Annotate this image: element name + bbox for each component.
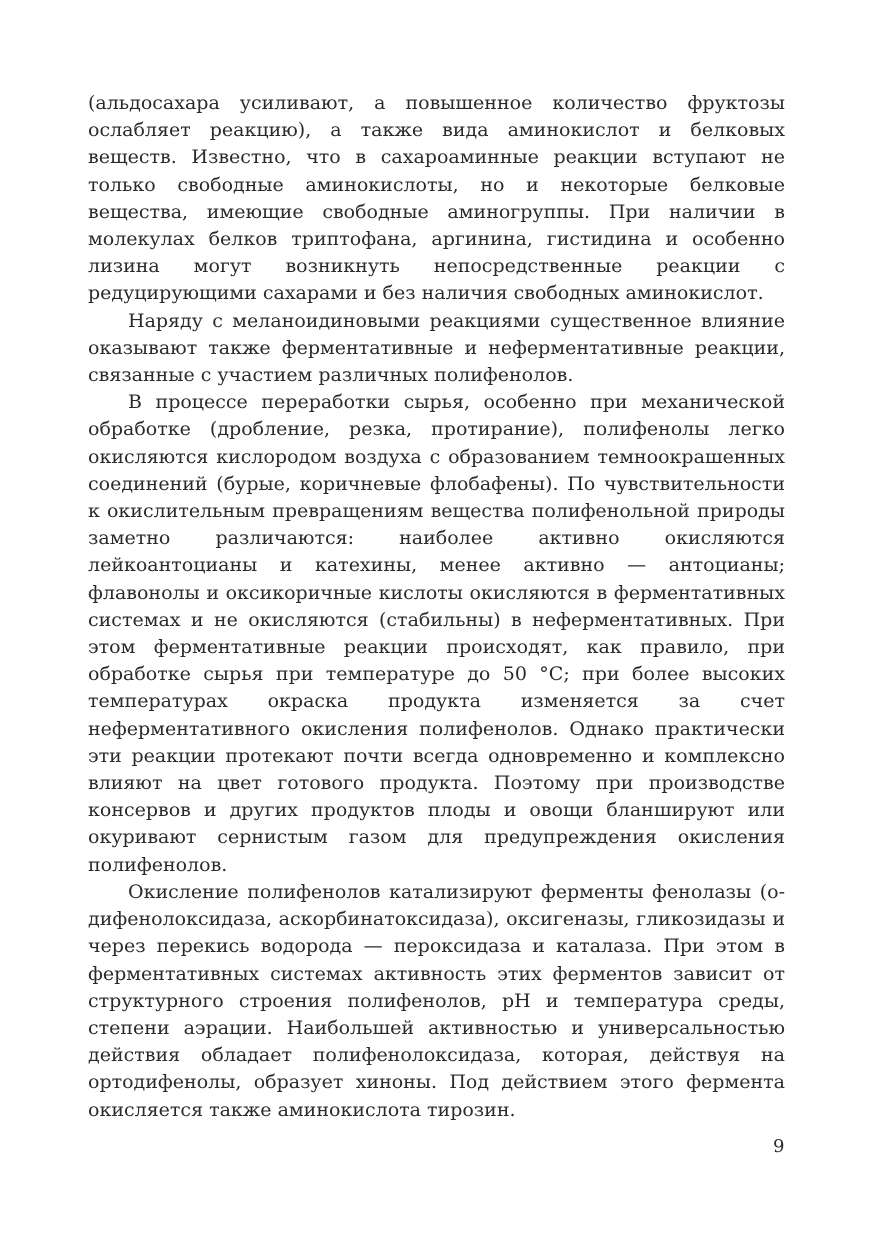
paragraph-4: Окисление полифенолов катализируют ферменты фенолазы (о-дифенолоксидаза, аскорбинатоксидаза), оксигеназы, гликозидазы и через перекись водорода — пероксидаза и каталаза. При этом в ферментативных системах активность этих ферментов зависит от структурного строения полифенолов, pH и температура среды, степени аэрации. Наибольшей активностью и универсальностью действия обладает полифенолоксидаза, которая, действуя на ортодифенолы, образует хиноны. Под действием этого фермента окисляется также аминокислота тирозин. [88, 880, 785, 1121]
paragraph-2: Наряду с меланоидиновыми реакциями существенное влияние оказывают также ферментативные и неферментативные реакции, связанные с участием различных полифенолов. [88, 309, 785, 387]
page-number: 9 [773, 1136, 785, 1157]
paragraph-3: В процессе переработки сырья, особенно при механической обработке (дробление, резка, протирание), полифенолы легко окисляются кислородом воздуха с образованием темноокрашенных соединений (бурые, коричневые флобафены). По чувствительности к окислительным превращениям вещества полифенольной природы заметно различаются: наиболее активно окисляются лейкоантоцианы и катехины, менее активно — антоцианы; флавонолы и оксикоричные кислоты окисляются в ферментативных системах и не окисляются (стабильны) в неферментативных. При этом ферментативные реакции происходят, как правило, при обработке сырья при температуре до 50 °C; при более высоких температурах окраска продукта изменяется за счет неферментативного окисления полифенолов. Однако практически эти реакции протекают почти всегда одновременно и комплексно влияют на цвет готового продукта. Поэтому при производстве консервов и других продуктов плоды и овощи бланшируют или окуривают сернистым газом для предупреждения окисления полифенолов. [88, 391, 785, 876]
page-body [88, 90, 785, 1124]
paragraph-1: (альдосахара усиливают, а повышенное количество фруктозы ослабляет реакцию), а также вида аминокислот и белковых веществ. Известно, что в сахароаминные реакции вступают не только свободные аминокислоты, но и некоторые белковые вещества, имеющие свободные аминогруппы. При наличии в молекулах белков триптофана, аргинина, гистидина и особенно лизина могут возникнуть непосредственные реакции с редуцирующими сахарами и без наличия свободных аминокислот. [88, 92, 785, 305]
